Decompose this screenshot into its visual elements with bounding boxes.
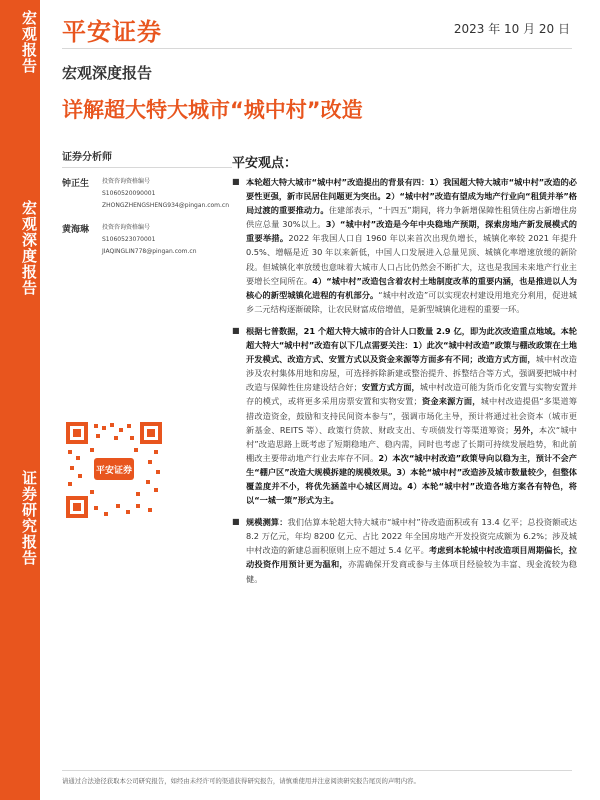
sidebar-label-research: 证券研究报告 [20,470,38,566]
qr-label: 平安证券 [95,466,133,476]
analyst-entry [62,222,232,258]
summary-heading: 平安观点： [232,156,298,171]
para-bold: 2）本次“城中村改造”政策导向以稳为主，预计不会产生“棚户区”改造大规模拆建的规模效果。3）本轮“城中村”改造涉及城市数量较少，但整体覆盖度并不小，将优先涵盖中心城区周边。4）本轮“城中村”改造各地方案各有特色，将以“一城一策”形式为主。 [246,452,577,506]
analyst-cert: S1060520090001 [102,190,156,197]
summary-paragraph-scale [232,515,577,585]
para-text: 城中村改造可能为货币化安置与实物安置并存的模式，或将更多采用房票安置和实物安置； [246,382,577,407]
analyst-name: 黄海琳 [62,225,90,235]
analyst-entry [62,176,232,212]
report-title: 详解超大特大城市“城中村”改造 [62,98,363,122]
qr-code-icon[interactable] [64,420,164,520]
analyst-role: 投资咨询资格编号 [102,178,151,185]
analyst-info [102,222,197,258]
para-text: 城中村改造提倡“多渠道筹措改造资金，鼓励和支持民间资本参与”，强调市场化主导，预计将通过社会资本（城市更新基金、REITS 等）、政策行贷款、财政支出、专项债发行等渠道筹资； [246,396,577,435]
sidebar-label-report: 宏观报告 [20,10,38,74]
summary-paragraph-policy [232,324,577,507]
para-bold: 规模测算： [246,517,288,528]
sidebar-label-deep-report: 宏观深度报告 [20,200,38,296]
analyst-email[interactable]: JIAQINGLIN778@pingan.com.cn [102,248,197,255]
analyst-cert: S1060523070001 [102,236,156,243]
summary-paragraph-background [232,175,577,316]
report-date: 2023 年 10 月 20 日 [453,22,570,36]
brand-logo: 平安证券 [62,18,162,46]
para-text: 我们估算本轮超大特大城市“城中村”待改造面积或有 13.4 亿平；总投资额或达 8.2 万亿元，年均 8200 亿元、占比 2022 年全国房地产开发投资完成额为 6.2%；涉及城中村改造的新建总面积原则上应不超过 5.4 亿平。 [246,517,577,556]
analyst-heading: 证券分析师 [62,148,232,168]
report-type: 宏观深度报告 [62,64,153,82]
para-text: 城中村改造涉及农村集体用地和房屋，可选择拆除新建或整治提升、拆整结合等方式，强调要把城中村改造与保障性住房建设结合好； [246,354,577,393]
para-bold: 4）“城中村”改造包含着农村土地制度改革的重要内涵，也是推进以人为核心的新型城镇化进程的有机部分。 [246,275,577,300]
para-bold: 本轮超大特大城市“城中村”改造提出的背景有四：1）我国超大特大城市“城中村”改造的必要性更强，新市民居住问题更为突出。2）“城中村”改造有望成为地产行业向“租赁并举”格局过渡的重要推动力。 [246,177,577,216]
para-bold: 资金来源方面， [421,396,481,407]
para-bold: 安置方式方面， [361,382,420,393]
para-text: 2022 年我国人口自 1960 年以来首次出现负增长，城镇化率较 2021 年提升 0.5%、增幅是近 30 年以来新低，中国人口发展进入总量见顶、城镇化率增速放缓的新阶段。但城镇化率放缓也意味着大城市人口占比仍然会不断扩大，这也是我国未来地产行业主要增长空间所在。 [246,233,577,286]
footer-disclaimer: 请通过合法途径获取本公司研究报告，如经由未经许可的渠道获得研究报告，请慎重使用并注意阅读研究报告尾页的声明内容。 [62,777,420,785]
para-text: 亦需确保开发商或参与主体项目经验较为丰富、现金流较为稳健。 [246,559,577,584]
header-divider [62,48,572,49]
para-text: 住建部表示，“十四五”期间，将力争新增保障性租赁住房占新增住房供应总量 30%以上。 [246,205,577,230]
para-bold: 考虑到本轮城中村改造项目周期偏长，拉动投资作用预计更为温和， [246,545,577,570]
analyst-email[interactable]: ZHONGZHENGSHENG934@pingan.com.cn [102,202,230,209]
para-bold: 另外， [513,424,539,435]
analyst-role: 投资咨询资格编号 [102,224,151,231]
analyst-info [102,176,229,212]
para-bold: 根据七普数据，21 个超大特大城市的合计人口数量 2.9 亿，即为此次改造重点地域。本轮超大特大“城中村”改造有以下几点需要关注：1）此次“城中村改造”政策与棚改政策在土地开发模式、改造方式、安置方式以及资金来源等方面多有不同；改造方式方面， [246,325,577,365]
analyst-panel [62,148,232,268]
main-content [232,152,577,594]
footer-divider [62,770,572,771]
para-text: “城中村改造”可以实现农村建设用地充分利用，促进城乡二元结构逐渐破除，让农民财富成倍增值，是新型城镇化进程的重要一环。 [246,289,577,314]
para-bold: 3）“城中村”改造是今年中央稳地产预期，探索房地产新发展模式的重要举措。 [246,219,577,244]
analyst-name: 钟正生 [62,179,90,189]
sidebar [0,0,40,800]
para-text: 本次“城中村”改造思路上既考虑了短期稳地产、稳内需，同时也考虑了长期可持续发展趋势，和此前棚改主要带动地产行业去库存不同。 [246,424,577,463]
